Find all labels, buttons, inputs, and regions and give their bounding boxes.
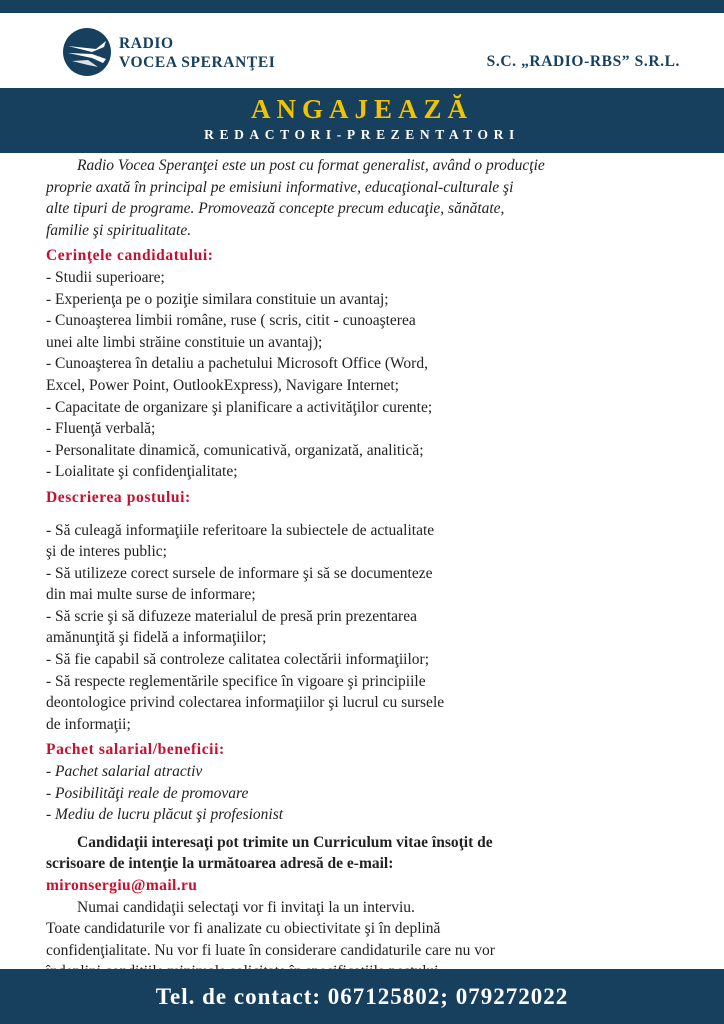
requirements-title: Cerinţele candidatului:	[46, 247, 214, 265]
list-item: - Fluenţă verbală;	[46, 420, 156, 438]
title-banner	[0, 88, 724, 153]
description-title: Descrierea postului:	[46, 488, 191, 506]
list-item: din mai multe surse de informare;	[46, 586, 256, 604]
contact-phone: Tel. de contact: 067125802; 079272022	[155, 984, 569, 1009]
list-item: - Să respecte reglementările specifice în vigoare şi principiile	[46, 672, 426, 690]
closing-line: Toate candidaturile vor fi analizate cu obiectivitate şi în deplină	[46, 920, 441, 938]
logo-text	[119, 34, 275, 72]
list-item: amănunţită şi fidelă a informaţiilor;	[46, 629, 267, 647]
content	[46, 155, 686, 983]
list-item: - Cunoaşterea limbii române, ruse ( scris, citit - cunoaşterea	[46, 312, 416, 330]
list-item: - Experienţa pe o poziţie similara constituie un avantaj;	[46, 290, 389, 308]
description-list	[46, 520, 686, 736]
banner-title: ANGAJEAZĂ	[250, 94, 473, 124]
benefits-list	[46, 761, 686, 826]
closing-line: Numai candidaţii selectaţi vor fi invitaţi la un interviu.	[77, 898, 415, 916]
intro-paragraph	[46, 155, 686, 241]
radio-logo-icon	[62, 27, 112, 77]
top-bar	[0, 0, 724, 13]
footer	[0, 969, 724, 1024]
application-note: Candidaţii interesaţi pot trimite un Curriculum vitae însoţit de	[77, 833, 493, 851]
list-item: deontologice privind colectarea informaţiilor şi lucrul cu sursele	[46, 694, 445, 712]
list-item: de informaţii;	[46, 715, 131, 733]
benefits-title: Pachet salarial/beneficii:	[46, 741, 225, 759]
list-item: - Să culeagă informaţiile referitoare la subiectele de actualitate	[46, 521, 435, 539]
banner-subtitle: REDACTORI-PREZENTATORI	[204, 127, 520, 142]
list-item: - Personalitate dinamică, comunicativă, organizată, analitică;	[46, 441, 424, 459]
list-item: - Să utilizeze corect sursele de informare şi să se documenteze	[46, 564, 433, 582]
list-item: - Capacitate de organizare şi planificare a activităţilor curente;	[46, 398, 433, 416]
list-item: - Să scrie şi să difuzeze materialul de presă prin prezentarea	[46, 607, 417, 625]
list-item: unei alte limbi străine constituie un avantaj);	[46, 333, 323, 351]
intro-line: proprie axată în principal pe emisiuni informative, educaţional-culturale şi	[46, 178, 514, 196]
header	[0, 13, 724, 88]
list-item: - Cunoaşterea în detaliu a pachetului Microsoft Office (Word,	[46, 355, 428, 373]
logo-line-2: VOCEA SPERANŢEI	[119, 54, 276, 71]
list-item: - Loialitate şi confidenţialitate;	[46, 463, 238, 481]
list-item: şi de interes public;	[46, 543, 167, 561]
logo-line-1: RADIO	[119, 35, 174, 52]
requirements-list	[46, 267, 686, 483]
list-item: - Pachet salarial atractiv	[46, 763, 203, 781]
company-name: S.C. „RADIO-RBS” S.R.L.	[486, 53, 680, 70]
list-item: Excel, Power Point, OutlookExpress), Navigare Internet;	[46, 376, 399, 394]
intro-line: Radio Vocea Speranţei este un post cu format generalist, având o producţie	[77, 157, 545, 174]
intro-line: alte tipuri de programe. Promovează concepte precum educaţie, sănătate,	[46, 200, 505, 218]
intro-line: familie şi spiritualitate.	[46, 221, 192, 239]
list-item: - Posibilităţi reale de promovare	[46, 784, 249, 802]
closing-line: confidenţialitate. Nu vor fi luate în considerare candidaturile care nu vor	[46, 941, 495, 959]
contact-email-link[interactable]: mironsergiu@mail.ru	[46, 877, 198, 894]
application-note-cont: scrisoare de intenţie la următoarea adresă de e-mail:	[46, 855, 394, 873]
list-item: - Studii superioare;	[46, 268, 165, 286]
list-item: - Să fie capabil să controleze calitatea colectării informaţiilor;	[46, 651, 430, 669]
list-item: - Mediu de lucru plăcut şi profesionist	[46, 806, 284, 824]
